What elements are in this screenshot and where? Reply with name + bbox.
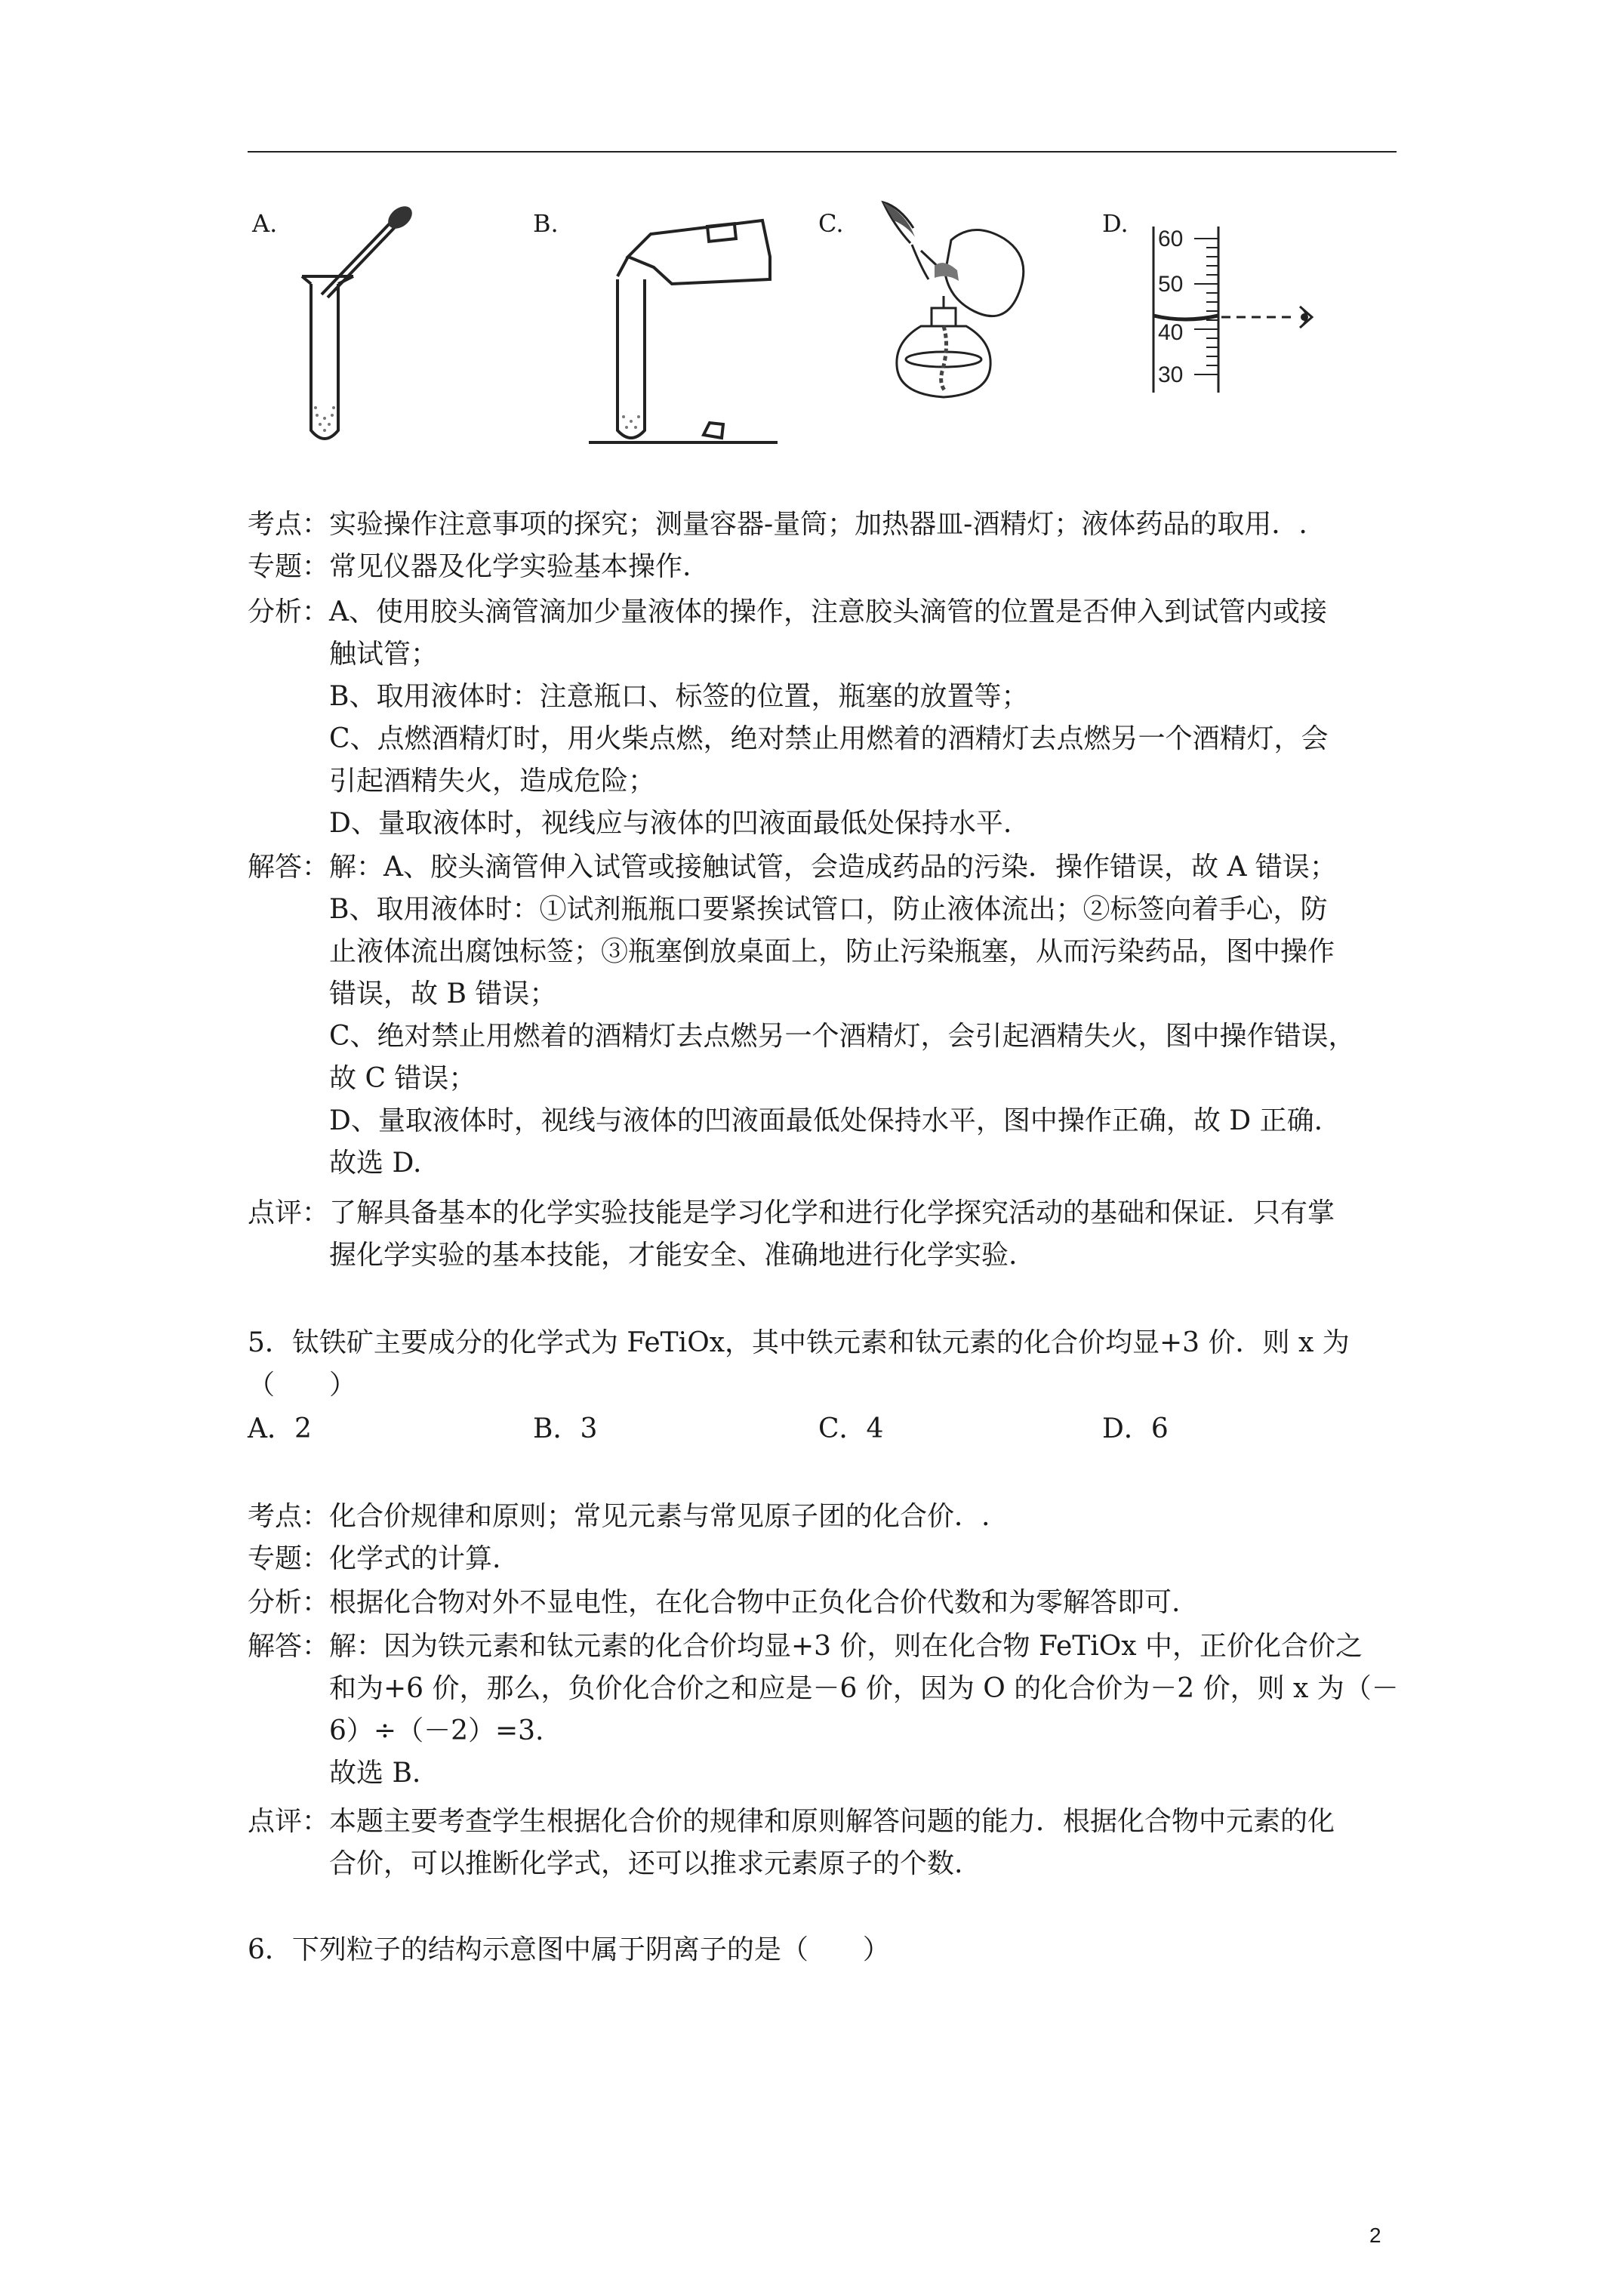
q5-stem-line1: 5．钛铁矿主要成分的化学式为 FeTiOx，其中铁元素和钛元素的化合价均显+3 价．则 x 为 — [248, 1327, 1350, 1358]
q4-dianping-line: 握化学实验的基本技能，才能安全、准确地进行化学实验. — [329, 1240, 1018, 1271]
q5-jieda-line: 故选 B. — [329, 1758, 421, 1789]
tick-40: 40 — [1158, 320, 1184, 345]
option-b-label: B. — [533, 209, 559, 238]
tick-30: 30 — [1158, 362, 1184, 387]
q4-fenxi-line: 引起酒精失火，造成危险； — [329, 766, 656, 797]
figure-d-graduated-cylinder — [1146, 219, 1327, 408]
q5-jieda-line: 解答：解：因为铁元素和钛元素的化合价均显+3 价，则在化合物 FeTiOx 中，正价化合价之 — [248, 1631, 1363, 1662]
option-d-label: D. — [1102, 209, 1129, 238]
q5-fenxi: 分析：根据化合物对外不显电性，在化合物中正负化合价代数和为零解答即可. — [248, 1587, 1181, 1618]
tick-50: 50 — [1158, 272, 1184, 297]
q4-fenxi-line: C、点燃酒精灯时，用火柴点燃，绝对禁止用燃着的酒精灯去点燃另一个酒精灯，会 — [329, 723, 1329, 754]
q4-zhuanti: 专题：常见仪器及化学实验基本操作. — [248, 551, 691, 582]
q4-fenxi-line: B、取用液体时：注意瓶口、标签的位置，瓶塞的放置等； — [329, 681, 1029, 712]
q4-jieda-line: 错误，故 B 错误； — [329, 978, 557, 1009]
q5-zhuanti: 专题：化学式的计算. — [248, 1543, 501, 1574]
option-c-label: C. — [818, 209, 844, 238]
q5-choice-d: D．6 — [1102, 1413, 1169, 1444]
figure-a-dropper-test-tube — [287, 204, 423, 453]
figure-c-alcohol-lamps — [861, 198, 1042, 432]
q5-choice-c: C．4 — [818, 1413, 884, 1444]
q4-fenxi-line: 触试管； — [329, 639, 439, 670]
q5-jieda-line: 和为+6 价，那么，负价化合价之和应是－6 价，因为 O 的化合价为－2 价，则 x 为（－ — [329, 1673, 1399, 1704]
figure-b-pouring-liquid — [581, 204, 785, 453]
tick-60: 60 — [1158, 227, 1184, 251]
q4-kaodian: 考点：实验操作注意事项的探究；测量容器-量筒；加热器皿-酒精灯；液体药品的取用．. — [248, 509, 1307, 540]
q5-choice-b: B．3 — [533, 1413, 598, 1444]
q5-stem-line2: （ ） — [248, 1370, 357, 1401]
q5-choice-a: A．2 — [248, 1413, 312, 1444]
q4-jieda-line: 止液体流出腐蚀标签；③瓶塞倒放桌面上，防止污染瓶塞，从而污染药品，图中操作 — [329, 936, 1335, 967]
option-a-label: A. — [252, 209, 278, 238]
q4-jieda-line: 解答：解：A、胶头滴管伸入试管或接触试管，会造成药品的污染．操作错误，故 A 错误； — [248, 852, 1337, 883]
q4-fenxi-line: 分析：A、使用胶头滴管滴加少量液体的操作，注意胶头滴管的位置是否伸入到试管内或接 — [248, 596, 1327, 627]
q5-jieda-line: 6）÷（－2）=3. — [329, 1715, 544, 1746]
q4-jieda-line: 故选 D. — [329, 1148, 422, 1179]
q5-dianping-line: 点评：本题主要考查学生根据化合价的规律和原则解答问题的能力．根据化合物中元素的化 — [248, 1806, 1335, 1837]
q4-jieda-line: 故 C 错误； — [329, 1063, 476, 1094]
header-rule — [248, 151, 1397, 153]
q4-jieda-line: C、绝对禁止用燃着的酒精灯去点燃另一个酒精灯，会引起酒精失火，图中操作错误， — [329, 1021, 1356, 1052]
q4-dianping-line: 点评：了解具备基本的化学实验技能是学习化学和进行化学探究活动的基础和保证．只有掌 — [248, 1197, 1335, 1228]
q5-kaodian: 考点：化合价规律和原则；常见元素与常见原子团的化合价．. — [248, 1501, 990, 1532]
page-number: 2 — [1369, 2224, 1381, 2247]
q4-jieda-line: B、取用液体时：①试剂瓶瓶口要紧挨试管口，防止液体流出；②标签向着手心，防 — [329, 894, 1328, 925]
q4-fenxi-line: D、量取液体时，视线应与液体的凹液面最低处保持水平. — [329, 808, 1012, 839]
q4-jieda-line: D、量取液体时，视线与液体的凹液面最低处保持水平，图中操作正确，故 D 正确. — [329, 1105, 1323, 1136]
q5-dianping-line: 合价，可以推断化学式，还可以推求元素原子的个数. — [329, 1848, 963, 1879]
q6-stem: 6．下列粒子的结构示意图中属于阴离子的是（ ） — [248, 1934, 890, 1965]
